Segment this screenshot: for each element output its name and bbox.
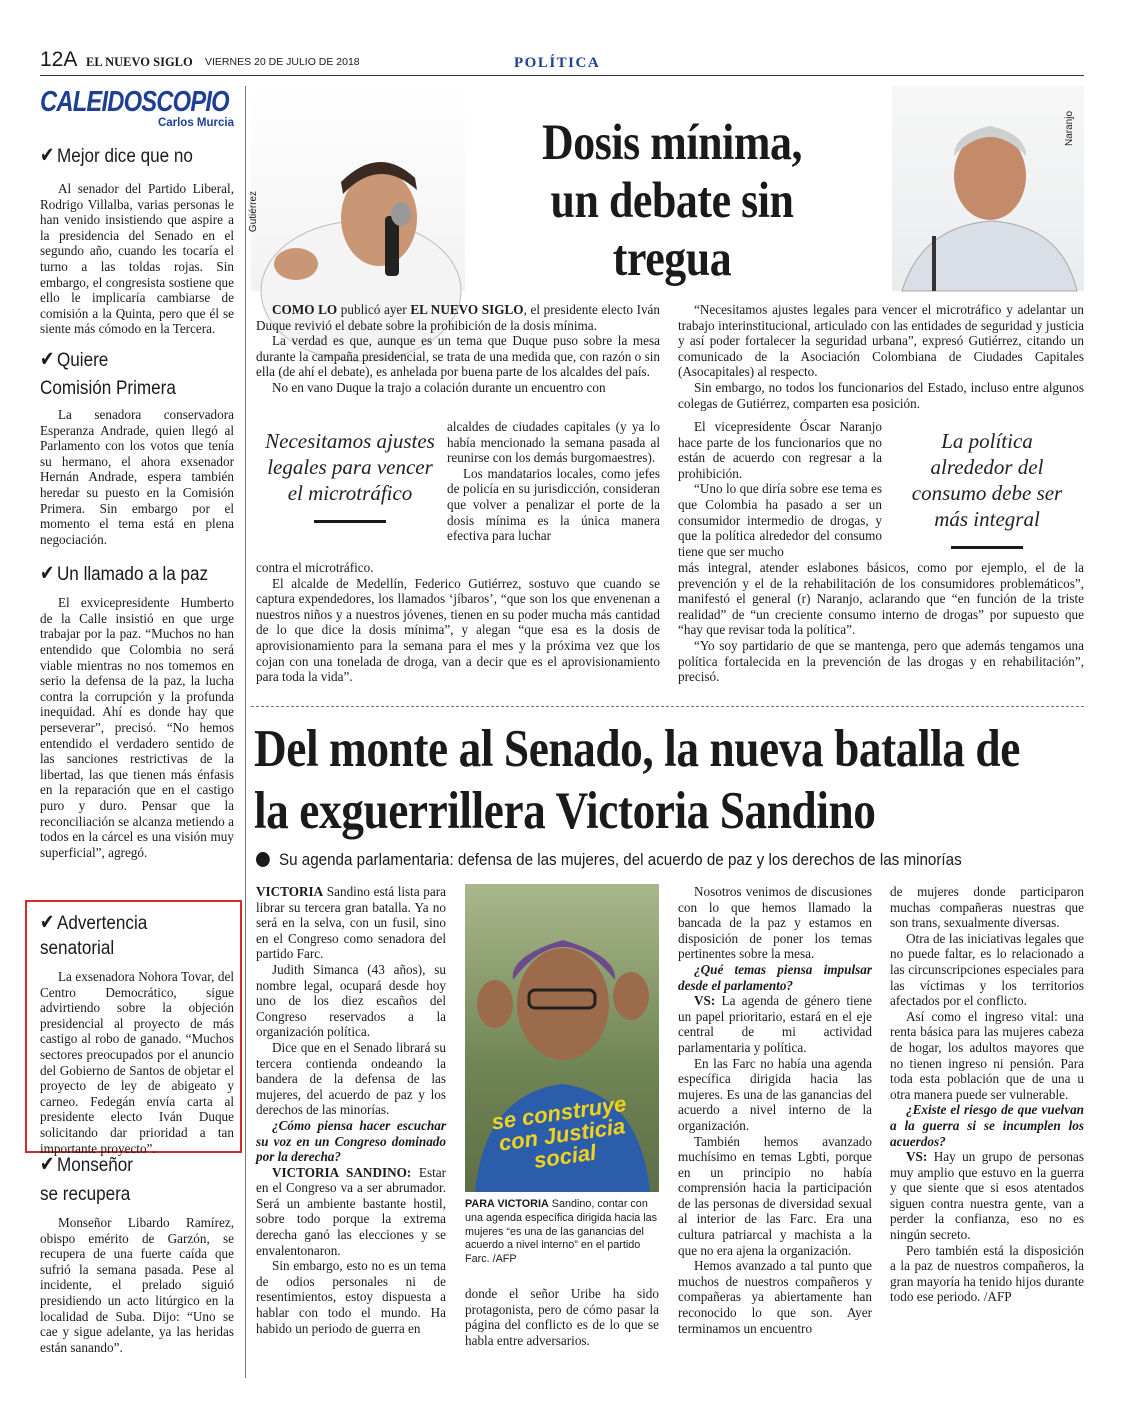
column-author: Carlos Murcia <box>157 117 234 129</box>
item-body: Monseñor Libardo Ramírez, obispo emérito de Garzón, se recupera de una fuerte caída que sufrió la semana pasada. Pese al incidente, el prelado siguió presidiendo un acto litúrgico en la localidad de Suba. Dijo: “Uno se cae y sigue adelante, ya las heridas están sanando”. <box>40 1215 234 1355</box>
quote-bar <box>951 546 1023 549</box>
check-icon: ✔ <box>40 1153 55 1176</box>
article1-col2-bottom <box>678 560 1084 685</box>
article2-paragraph: Sin embargo, esto no es un tema de odios personales ni de resentimientos, estoy dispuesta a hablar con todo el mundo. Ha habido un periodo de guerra en <box>256 1258 446 1336</box>
header-date: VIERNES 20 DE JULIO DE 2018 <box>205 56 360 68</box>
item-title: ✔ Advertencia senatorial <box>40 911 148 959</box>
caleidoscopio-column-lower <box>40 910 234 1156</box>
paper-name: EL NUEVO SIGLO <box>86 55 193 69</box>
page-header <box>40 48 1084 78</box>
article2-paragraph: Así como el ingreso vital: una renta básica para las mujeres cabeza de hogar, los adultos mayores que no tienen ingreso ni pensión. Para toda esta población que de una u otra manera puede ser vulnerable. <box>890 1008 1084 1102</box>
article2-paragraph: Hemos avanzado a tal punto que muchos de nuestros compañeros y compañeras ya abiertamente han reconocido lo que son. Ayer terminamos un encuentro <box>678 1258 872 1336</box>
item-body: El exvicepresidente Humberto de la Calle insistió en que urge trabajar por la paz. “Muchos no han entendido que Colombia no será viable mientras no nos tomemos en serio la defensa de la paz, la lucha contra la corrupción y la profunda inequidad. Ahí es donde hay que perseverar”, precisó. “No hemos entendido el verdadero sentido de las sanciones restrictivas de la libertad, las que tienen más énfasis en la reparación que en el castigo puro y duro. Pensar que la reconciliación se alcanza metiendo a todos en la cárcel es una visión muy superficial”, agregó. <box>40 595 234 860</box>
photo-caption-right: Naranjo <box>1064 110 1075 146</box>
check-icon: ✔ <box>40 911 55 934</box>
article1-col2-inset <box>678 419 882 559</box>
article2-paragraph: Otra de las iniciativas legales que no puede faltar, es lo relacionado a las circunscripciones especiales para las víctimas y los territorios afectados por el conflicto. <box>890 930 1084 1009</box>
article1-paragraph: más integral, atender eslabones básicos, como por ejemplo, el de la prevención y el de la rehabilitación de los consumidores problemáticos”, manifestó el general (r) Naranjo, aclarando que “en función de la triste realidad” de “un creciente consumo interno de drogas” por supuesto que “hay que revisar toda la política”. <box>678 560 1084 638</box>
article2-col2 <box>465 1286 659 1348</box>
article1-paragraph: No en vano Duque la trajo a colación durante un encuentro con <box>272 379 606 395</box>
section-separator <box>251 706 1084 707</box>
section-title: POLÍTICA <box>514 55 601 71</box>
photo-naranjo <box>892 86 1084 291</box>
article1-paragraph: El alcalde de Medellín, Federico Gutiérrez, sostuvo que cuando se captura expendedores, los llamados ‘jíbaros’, “que son los que envenenan a nuestros niños y a nuestros jóvenes, tienen en su poder mucha más cantidad de lo que dice la dosis mínima”, y alegan “que esa es la dosis de aprovisionamiento para la semana para el mes y la próxima vez que los cojan con una tonelada de droga, van a decir que es el aprovisionamiento para toda la vida”. <box>256 575 660 685</box>
item-title: ✔ Un llamado a la paz <box>40 562 209 586</box>
article1-paragraph: La verdad es que, aunque es un tema que Duque puso sobre la mesa durante la campaña presidencial, se trata de una medida que, con razón o sin ella (de ahí el debate), es anhelada por buena parte de los alcaldes del país. <box>256 333 660 380</box>
article1-paragraph: alcaldes de ciudades capitales (y ya lo había mencionado la semana pasada al reunirse con los demás burgomaestres). <box>447 419 660 466</box>
interview-answer: VS: Hay un grupo de personas muy amplio que estuvo en la guerra y que siente que si esos atentados siguen contra nuestra gente, van a perder la confianza, eso no es ningún secreto. <box>890 1149 1084 1243</box>
header-rule <box>40 75 1084 76</box>
item-body: La senadora conservadora Esperanza Andrade, quien llegó al Parlamento con los votos que tenía su hermano, el ahora exsenador Hernán Andrade, espera también heredar su puesto en la Comisión Primera. Sin embargo por el momento el tema está en plena negociación. <box>40 406 234 547</box>
check-icon: ✔ <box>40 347 55 371</box>
article2-paragraph: de mujeres donde participaron muchas compañeras nuestras que son trans, sexualmente diversas. <box>890 884 1084 931</box>
article1-col2 <box>678 302 1084 411</box>
item-body: Al senador del Partido Liberal, Rodrigo Villalba, varias personas le han venido insistiendo que aspire a la presidencia del Senado en el segundo año, cuando les tocaría el turno a las toldas rojas. Sin embargo, el congresista sostiene que ello le implicaría cambiarse de comisión a la Quinta, pero que él se siente más cómodo en la Tercera. <box>40 181 234 337</box>
article2-paragraph: Dice que en el Senado librará su tercera contienda ondeando la bandera de la defensa de las mujeres, del acuerdo de paz y los derechos de las minorías. <box>256 1039 446 1118</box>
article2-paragraph: donde el señor Uribe ha sido protagonista, pero de cómo pasar la página del conflicto es de lo que se habla entre adversarios. <box>465 1286 659 1348</box>
article2-subhead: Su agenda parlamentaria: defensa de las mujeres, del acuerdo de paz y los derechos de las minorías <box>256 851 1084 870</box>
pull-quote-left: Necesitamos ajustes legales para vencer el microtráfico <box>265 429 435 505</box>
item-title-line2: Comisión Primera <box>40 377 176 399</box>
article1-paragraph: contra el microtráfico. <box>256 560 374 575</box>
item-title-line2: se recupera <box>40 1184 131 1205</box>
pull-quote-right: La política alrededor del consumo debe ser más integral <box>911 429 1063 531</box>
item-body: La exsenadora Nohora Tovar, del Centro Democrático, sigue advirtiendo sobre la objeción presidencial al proyecto de más castigo al robo de ganado. “Muchos sectores preocupados por el anuncio del Gobierno de Santos de objetar el proyecto de ley de abigeato y carneo. Fedegán envía carta al presidente electo Iván Duque solicitando dar prioridad a tan importante proyecto”. <box>40 969 234 1156</box>
article1-paragraph: Sin embargo, no todos los funcionarios del Estado, incluso entre algunos colegas de Gutiérrez, comparten esa posición. <box>678 379 1084 411</box>
photo-caption: PARA VICTORIA Sandino, contar con una agenda específica dirigida hacia las mujeres “es una de las ganancias del acuerdo a nivel interno” en el partido Farc. /AFP <box>465 1198 658 1266</box>
article1-col1 <box>256 302 660 396</box>
speaker-illustration <box>251 86 465 291</box>
article1-col1-bottom <box>256 560 660 685</box>
interview-question: ¿Existe el riesgo de que vuelvan a la guerra si se incumplen los acuerdos? <box>890 1102 1084 1149</box>
article2-paragraph: Pero también está la disposición a la paz de nuestros compañeros, la gran mayoría ha tenido hijos durante todo ese periodo. /AFP <box>890 1242 1084 1305</box>
quote-right-box <box>898 428 1076 549</box>
page-number: 12A <box>40 48 78 71</box>
item-title: ✔ Mejor dice que no <box>40 144 193 167</box>
caleidoscopio-column <box>40 86 234 860</box>
photo-victoria-sandino <box>465 884 659 1192</box>
article1-paragraph: “Necesitamos ajustes legales para vencer el microtráfico y adelantar un trabajo interinstitucional, articulado con las entidades de seguridad y justicia y así poder fortalecer la seguridad urbana”, expresó Gutiérrez, citando un comunicado de la Asociación Colombiana de Ciudades Capitales (Asocapitales) al respecto. <box>678 302 1084 380</box>
caleidoscopio-column-last <box>40 1152 234 1355</box>
article1-paragraph: “Uno lo que diría sobre ese tema es que Colombia ha pasado a ser un consumidor intermedio de drogas, y que la política alrededor del consumo tiene que ser mucho <box>678 481 882 559</box>
interview-answer: VICTORIA SANDINO: Estar en el Congreso va a ser abrumador. Será un ambiente bastante hostil, sobre todo porque la extrema derecha ganó las elecciones y se envalentonaron. <box>256 1164 446 1258</box>
check-icon: ✔ <box>40 562 55 586</box>
article1-paragraph: “Yo soy partidario de que se mantenga, pero que además tengamos una política fortalecida en la prevención de las drogas y en rehabilitación”, precisó. <box>678 637 1084 685</box>
article2-col4 <box>890 884 1084 1305</box>
check-icon: ✔ <box>40 144 55 167</box>
article2-lead: VICTORIA Sandino está lista para librar su tercera gran batalla. Ya no será en la selva, con un fusil, sino en el Congreso como senadora del partido Farc. <box>256 884 446 962</box>
item-title: ✔ Monseñor <box>40 1153 134 1176</box>
item-title: ✔ Quiere <box>40 347 109 371</box>
column-logo: CALEIDOSCOPIO <box>40 86 229 118</box>
photo-caption-left: Gutiérrez <box>248 190 260 233</box>
interview-question: ¿Qué temas piensa impulsar desde el parlamento? <box>678 961 872 993</box>
article2-paragraph: También hemos avanzado muchísimo en temas Lgbti, porque en un principio no había comprensión hacia la participación de las personas de diversidad sexual al interior de las Farc. Era una cultura patriarcal y machista a la que no era ajena la organización. <box>678 1133 872 1258</box>
bullet-icon <box>256 852 270 867</box>
photo-gutierrez <box>248 86 465 291</box>
article2-col1 <box>256 884 446 1336</box>
article1-lead: COMO LO publicó ayer EL NUEVO SIGLO, el presidente electo Iván Duque revivió el debate sobre la prohibición de la dosis mínima. <box>256 302 661 333</box>
interview-answer: VS: La agenda de género tiene un papel prioritario, estará en el eje central de mi actividad parlamentaria y política. <box>678 993 872 1055</box>
article1-col1-inset <box>447 419 660 544</box>
speaker-illustration <box>892 86 1084 291</box>
article2-col3 <box>678 884 872 1336</box>
article2-paragraph: Nosotros venimos de discusiones con lo que hemos llamado la bancada de la paz y estamos en disposición de poner los temas pertinentes sobre la mesa. <box>678 884 872 962</box>
interview-question: ¿Cómo piensa hacer escuchar su voz en un Congreso dominado por la derecha? <box>256 1117 446 1165</box>
article2-headline: Del monte al Senado, la nueva batalla de la exguerrillera Victoria Sandino <box>254 720 1020 840</box>
shirt-print: se construye con Justicia social <box>489 1090 628 1174</box>
column-divider <box>245 86 246 1378</box>
article1-paragraph: Los mandatarios locales, como jefes de policía en su jurisdicción, consideran que volver a penalizar el porte de la dosis mínima es la única manera efectiva para luchar <box>447 465 660 544</box>
article2-paragraph: Judith Simanca (43 años), su nombre legal, ocupará desde hoy uno de los diez escaños del Congreso reservados a la organización política. <box>256 961 446 1040</box>
quote-left-box <box>263 428 437 523</box>
article2-paragraph: En las Farc no había una agenda específica dirigida hacia las mujeres. Es una de las ganancias del acuerdo a nivel interno de la organización. <box>678 1055 872 1133</box>
quote-bar <box>314 520 386 523</box>
article1-paragraph: El vicepresidente Óscar Naranjo hace parte de los funcionarios que no están de acuerdo con regresar a la prohibición. <box>678 419 882 481</box>
article1-headline: Dosis mínima, un debate sin tregua <box>541 115 803 287</box>
